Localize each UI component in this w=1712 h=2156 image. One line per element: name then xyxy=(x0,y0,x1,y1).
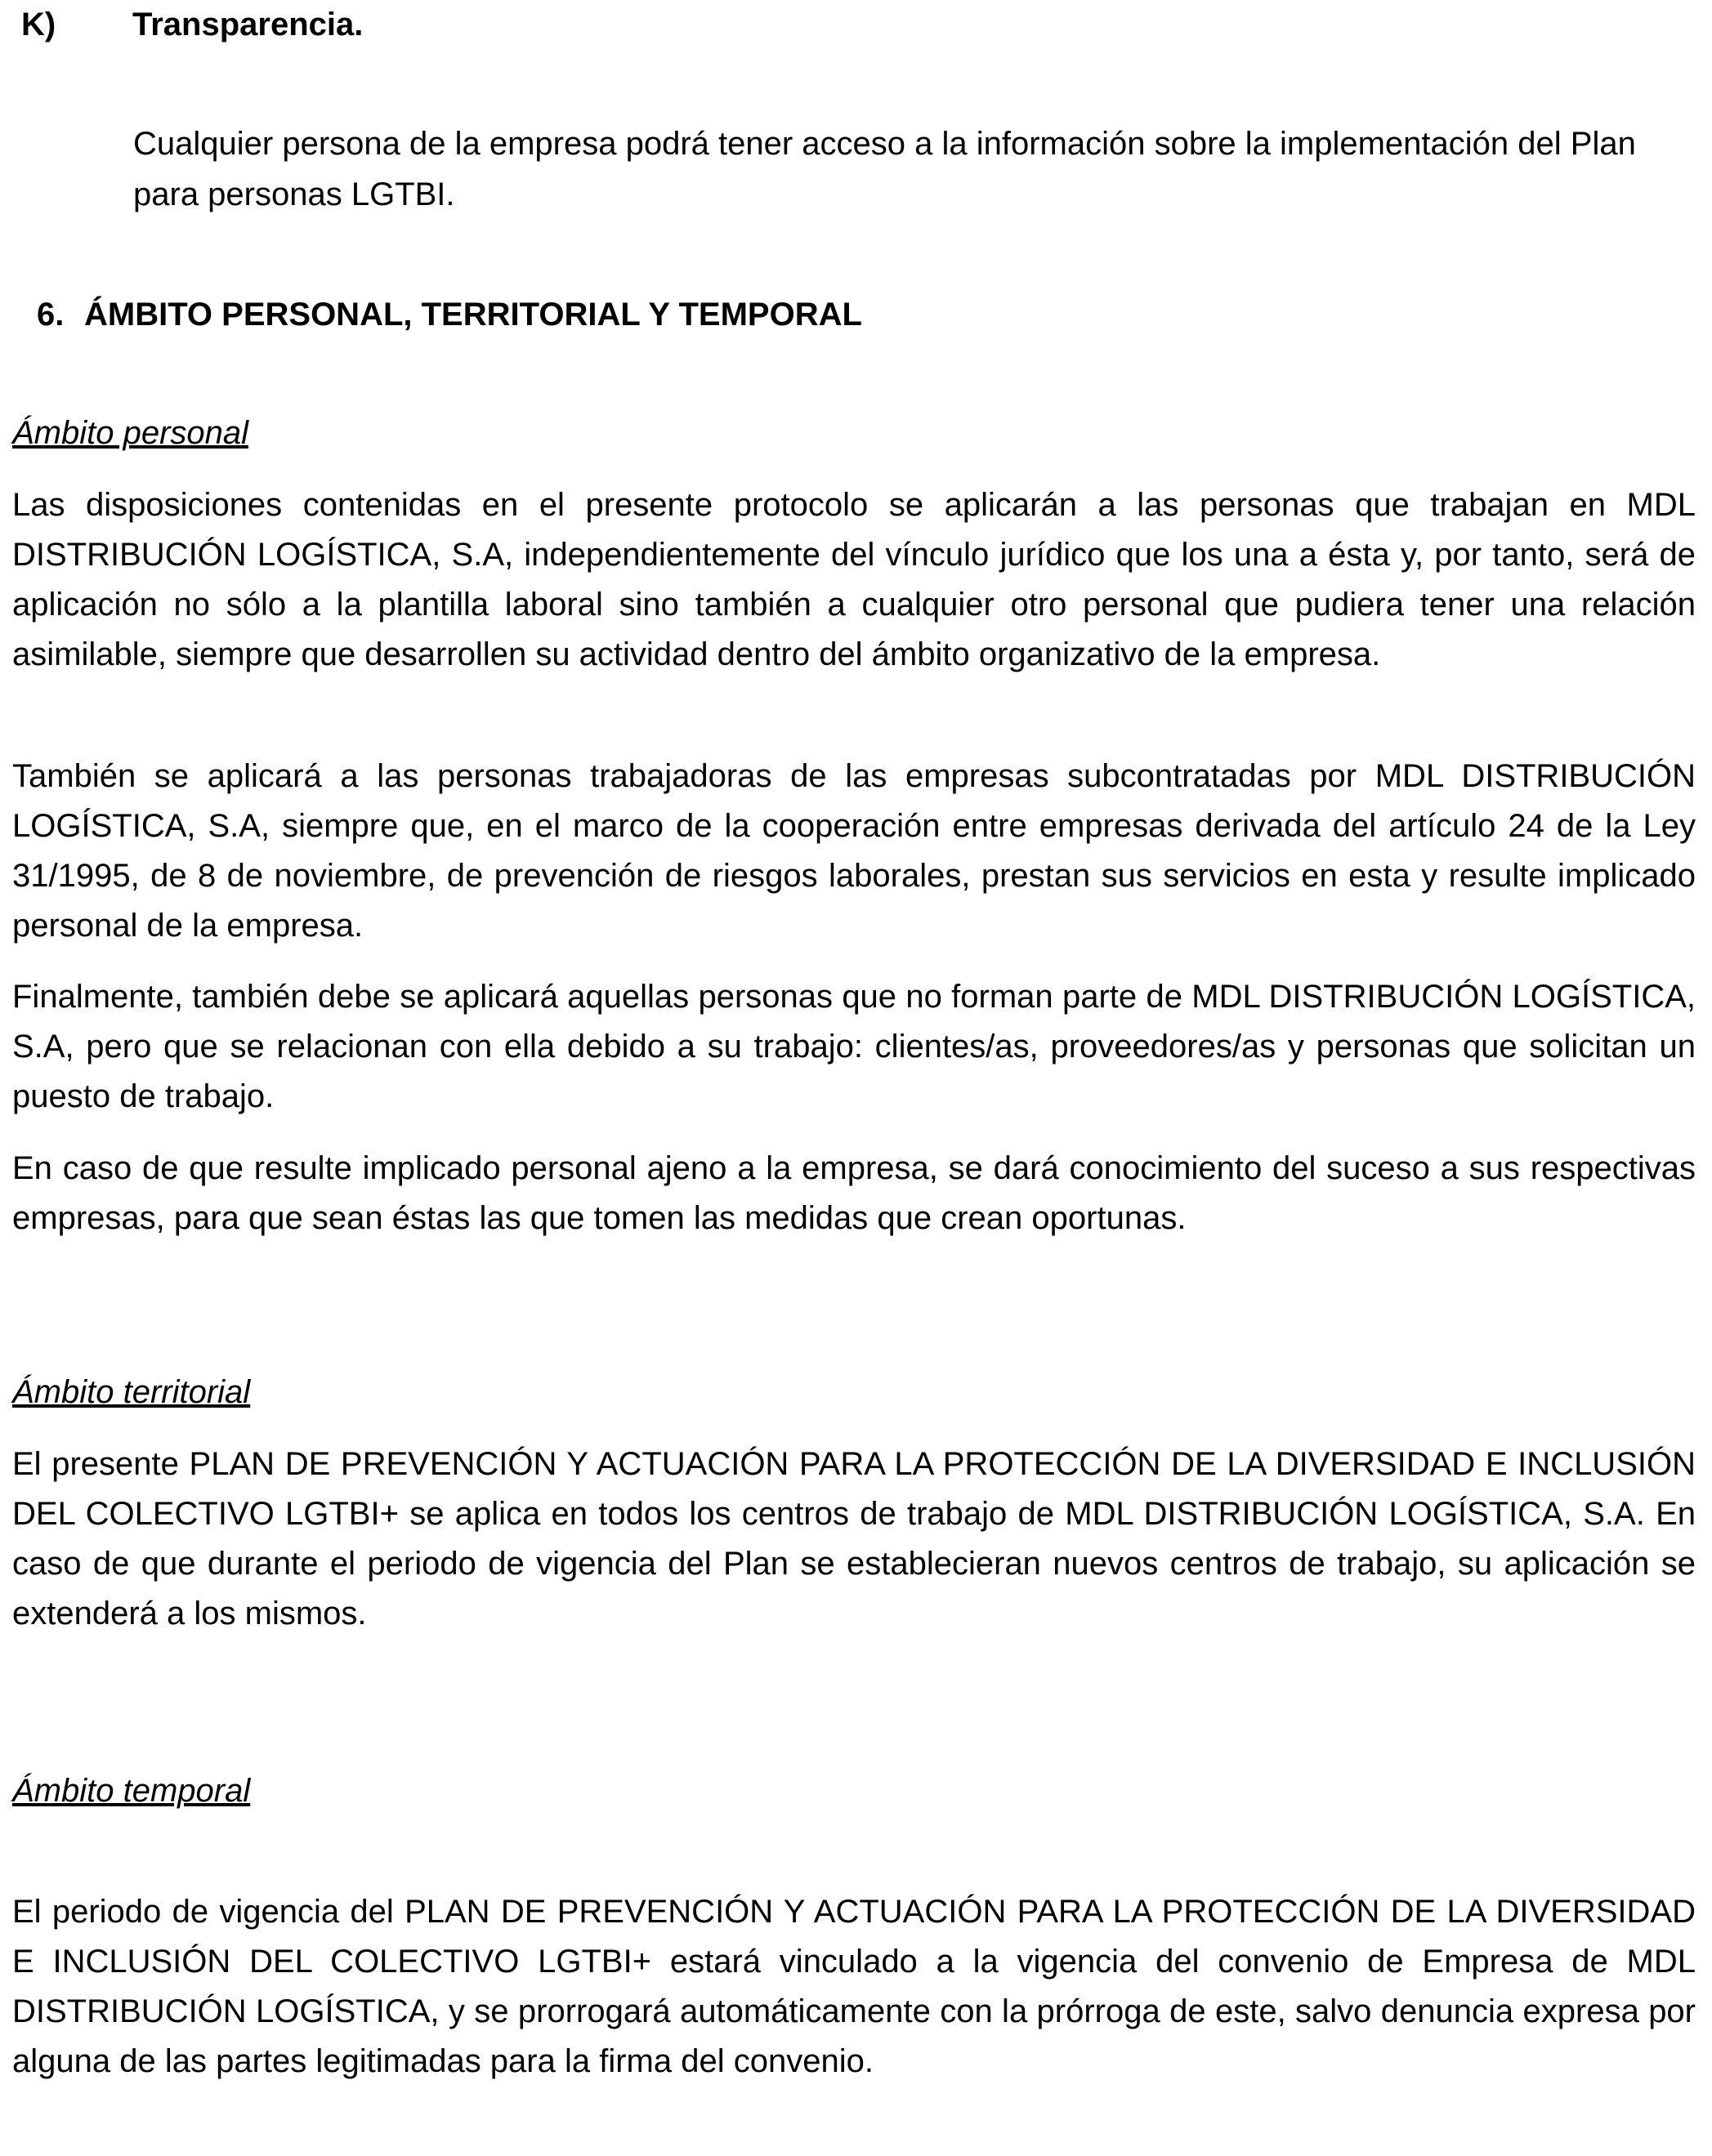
transparencia-heading xyxy=(21,0,363,49)
ambito-personal-paragraph-3: Finalmente, también debe se aplicará aquellas personas que no forman parte de MDL DISTRIBUCIÓN LOGÍSTICA, S.A, pero que se relacionan con ella debido a su trabajo: clientes/as, proveedores/as y personas que solicitan un puesto de trabajo. xyxy=(12,979,1696,1114)
ambito-personal-paragraph-1: Las disposiciones contenidas en el presente protocolo se aplicarán a las personas que trabajan en MDL DISTRIBUCIÓN LOGÍSTICA, S.A, independientemente del vínculo jurídico que los una a ésta y, por tanto, será de aplicación no sólo a la plantilla laboral sino también a cualquier otro personal que pudiera tener una relación asimilable, siempre que desarrollen su actividad dentro del ámbito organizativo de la empresa. xyxy=(12,487,1696,672)
section-number: 6. xyxy=(37,297,65,333)
section-letter: K) xyxy=(21,7,56,42)
ambito-personal-paragraph-2: También se aplicará a las personas trabajadoras de las empresas subcontratadas por MDL DISTRIBUCIÓN LOGÍSTICA, S.A, siempre que, en el marco de la cooperación entre empresas derivada del artículo 24 de la Ley 31/1995, de 8 de noviembre, de prevención de riesgos laborales, prestan sus servicios en esta y resulte implicado personal de la empresa. xyxy=(12,758,1696,944)
ambito-temporal-paragraph: El periodo de vigencia del PLAN DE PREVENCIÓN Y ACTUACIÓN PARA LA PROTECCIÓN DE LA DIVERSIDAD E INCLUSIÓN DEL COLECTIVO LGTBI+ estará vinculado a la vigencia del convenio de Empresa de MDL DISTRIBUCIÓN LOGÍSTICA, y se prorrogará automáticamente con la prórroga de este, salvo denuncia expresa por alguna de las partes legitimadas para la firma del convenio. xyxy=(12,1894,1696,2079)
ambito-personal-paragraph-4: En caso de que resulte implicado personal ajeno a la empresa, se dará conocimiento del suceso a sus respectivas empresas, para que sean éstas las que tomen las medidas que crean oportunas. xyxy=(12,1150,1696,1236)
ambito-personal-heading: Ámbito personal xyxy=(12,415,249,451)
section-6-title: ÁMBITO PERSONAL, TERRITORIAL Y TEMPORAL xyxy=(84,297,862,333)
transparencia-body: Cualquier persona de la empresa podrá tener acceso a la información sobre la implementación del Plan para personas LGTBI. xyxy=(133,126,1636,212)
ambito-temporal-heading: Ámbito temporal xyxy=(12,1773,251,1809)
ambito-territorial-heading: Ámbito territorial xyxy=(12,1374,251,1410)
section-6-heading xyxy=(37,290,862,339)
ambito-territorial-paragraph: El presente PLAN DE PREVENCIÓN Y ACTUACIÓN PARA LA PROTECCIÓN DE LA DIVERSIDAD E INCLUSIÓN DEL COLECTIVO LGTBI+ se aplica en todos los centros de trabajo de MDL DISTRIBUCIÓN LOGÍSTICA, S.A. En caso de que durante el periodo de vigencia del Plan se establecieran nuevos centros de trabajo, su aplicación se extenderá a los mismos. xyxy=(12,1446,1696,1632)
section-title: Transparencia. xyxy=(132,7,364,42)
